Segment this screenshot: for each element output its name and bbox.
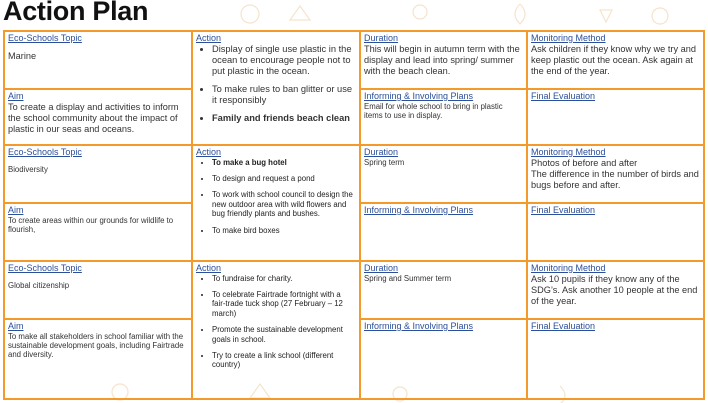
duration-cell — [360, 145, 527, 203]
topic-heading: Eco-Schools Topic — [8, 147, 82, 157]
action-cell — [192, 31, 360, 145]
informing-cell — [360, 89, 527, 145]
informing-value: Email for whole school to bring in plastic items to use in display. — [364, 101, 503, 120]
monitoring-cell — [527, 145, 704, 203]
monitoring-heading: Monitoring Method — [531, 263, 606, 273]
action-plan-table — [3, 30, 705, 400]
aim-heading: Aim — [8, 205, 24, 215]
topic-value: Global citizenship — [8, 280, 70, 290]
list-item: • To celebrate Fairtrade fortnight with a fair-trade tuck shop (27 February – 12 march) — [212, 290, 356, 318]
topic-cell — [4, 261, 192, 319]
informing-cell — [360, 319, 527, 399]
final-evaluation-heading: Final Evaluation — [531, 321, 596, 331]
action-cell — [192, 261, 360, 399]
table-row — [4, 31, 704, 89]
aim-value: To make all stakeholders in school familiar with the sustainable development goals, including Fairtrade and diversity. — [8, 331, 184, 360]
topic-value: Biodiversity — [8, 164, 48, 174]
list-item: • Family and friends beach clean — [212, 113, 356, 124]
aim-value: To create a display and activities to inform the school community about the impact of plastic in our seas and oceans. — [8, 101, 179, 134]
topic-heading: Eco-Schools Topic — [8, 33, 82, 43]
monitoring-cell — [527, 31, 704, 89]
final-evaluation-cell — [527, 89, 704, 145]
final-evaluation-cell — [527, 203, 704, 261]
list-item: • Promote the sustainable development goals in school. — [212, 325, 356, 344]
duration-heading: Duration — [364, 33, 399, 43]
monitoring-heading: Monitoring Method — [531, 147, 606, 157]
list-item: • To work with school council to design the new outdoor area with wild flowers and bug friendly plants and bushes. — [212, 190, 356, 218]
aim-heading: Aim — [8, 321, 24, 331]
monitoring-value: Ask children if they know why we try and keep plastic out the ocean. Ask again at the end of the year. — [531, 43, 696, 76]
list-item: • Try to create a link school (different country) — [212, 351, 356, 370]
topic-value: Marine — [8, 50, 37, 61]
duration-value: Spring term — [364, 157, 405, 167]
page-title: Action Plan — [3, 0, 149, 26]
action-cell — [192, 145, 360, 261]
duration-cell — [360, 261, 527, 319]
list-item: • Display of single use plastic in the ocean to encourage people not to put plastic in the ocean. — [212, 44, 356, 77]
action-heading: Action — [196, 147, 222, 157]
aim-cell — [4, 319, 192, 399]
duration-heading: Duration — [364, 147, 399, 157]
topic-heading: Eco-Schools Topic — [8, 263, 82, 273]
list-item: • To design and request a pond — [212, 174, 356, 183]
informing-cell — [360, 203, 527, 261]
duration-value: This will begin in autumn term with the display and lead into spring/ summer with the beach clean. — [364, 43, 520, 76]
final-evaluation-heading: Final Evaluation — [531, 91, 596, 101]
duration-value: Spring and Summer term — [364, 273, 452, 283]
action-heading: Action — [196, 33, 222, 43]
monitoring-value-2: The difference in the number of birds and bugs before and after. — [531, 168, 699, 190]
aim-cell — [4, 203, 192, 261]
list-item: • To make bird boxes — [212, 226, 356, 235]
table-row — [4, 261, 704, 319]
duration-heading: Duration — [364, 263, 399, 273]
list-item: • To make a bug hotel — [212, 158, 356, 167]
aim-cell — [4, 89, 192, 145]
action-heading: Action — [196, 263, 222, 273]
aim-value: To create areas within our grounds for wildlife to flourish, — [8, 215, 174, 234]
informing-heading: Informing & Involving Plans — [364, 205, 474, 215]
duration-cell — [360, 31, 527, 89]
monitoring-cell — [527, 261, 704, 319]
informing-heading: Informing & Involving Plans — [364, 321, 474, 331]
topic-cell — [4, 145, 192, 203]
monitoring-value: Ask 10 pupils if they know any of the SDG’s. Ask another 10 people at the end of the year. — [531, 273, 698, 306]
list-item: • To fundraise for charity. — [212, 274, 356, 283]
aim-heading: Aim — [8, 91, 24, 101]
monitoring-value-1: Photos of before and after — [531, 157, 638, 168]
table-row — [4, 145, 704, 203]
final-evaluation-heading: Final Evaluation — [531, 205, 596, 215]
informing-heading: Informing & Involving Plans — [364, 91, 474, 101]
monitoring-heading: Monitoring Method — [531, 33, 606, 43]
list-item: • To make rules to ban glitter or use it responsibly — [212, 84, 356, 106]
final-evaluation-cell — [527, 319, 704, 399]
topic-cell — [4, 31, 192, 89]
